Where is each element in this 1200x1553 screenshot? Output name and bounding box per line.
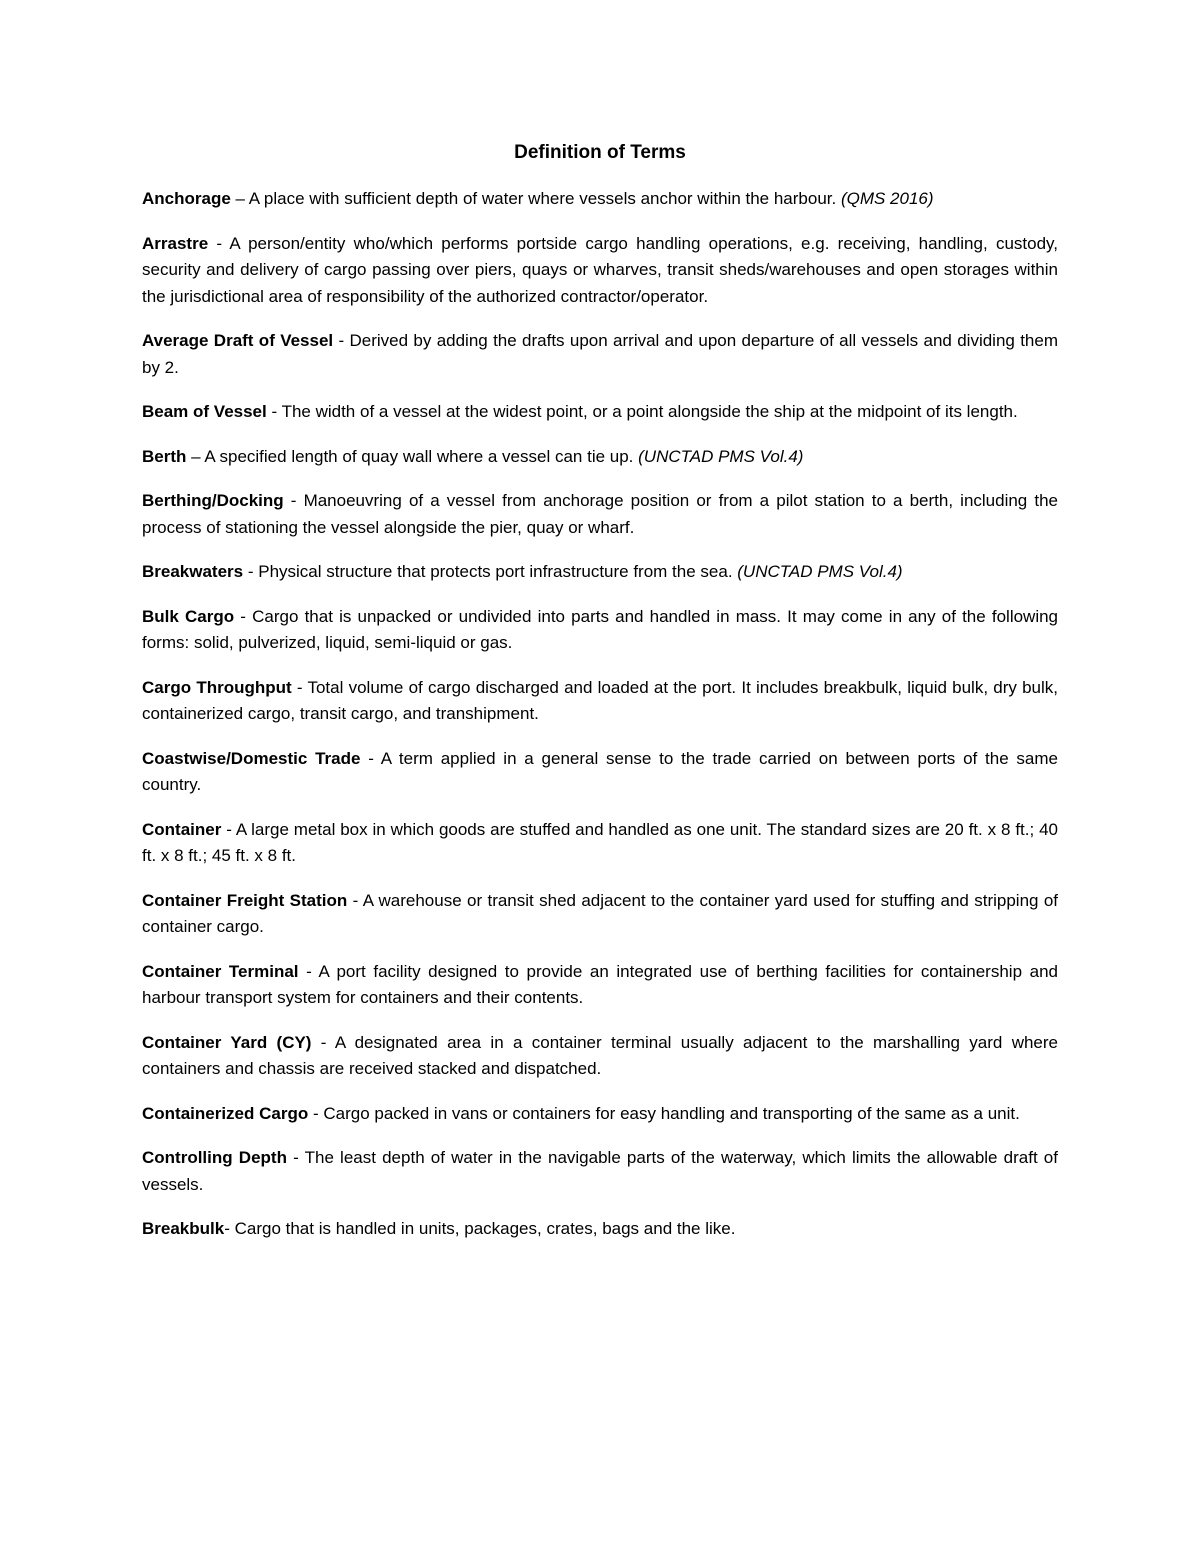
term-separator: - <box>208 233 230 253</box>
term-definition: A place with sufficient depth of water where vessels anchor within the harbour. <box>248 189 841 208</box>
term-definition: Derived by adding the drafts upon arrival and upon departure of all vessels and dividing them by 2. <box>142 331 1058 377</box>
term-label: Container Yard (CY) <box>142 1032 312 1052</box>
term-separator: - <box>283 491 304 510</box>
term-definition: The width of a vessel at the widest point, or a point alongside the ship at the midpoint of its length. <box>281 402 1018 421</box>
definition-entry-anchorage <box>142 186 1058 213</box>
term-separator: - <box>333 331 350 350</box>
term-separator: – <box>186 446 205 466</box>
term-definition: A port facility designed to provide an integrated use of berthing facilities for containership and harbour transport system for containers and their contents. <box>142 961 1058 1007</box>
term-definition: A person/entity who/which performs portside cargo handling operations, e.g. receiving, handling, custody, security and delivery of cargo passing over piers, quays or wharves, transit sheds/warehouses and open storages within the jurisdictional area of responsibility of the authorized contractor/operator. <box>142 233 1058 306</box>
term-separator: - <box>224 1219 235 1238</box>
term-label: Containerized Cargo <box>142 1103 309 1123</box>
term-label: Container Terminal <box>142 961 299 981</box>
term-separator: – <box>230 189 249 208</box>
term-label: Berth <box>142 446 187 466</box>
term-definition: A term applied in a general sense to the trade carried on between ports of the same country. <box>142 748 1059 794</box>
term-separator: - <box>234 606 253 626</box>
definition-entry-controlling-depth <box>142 1145 1058 1198</box>
term-source: (UNCTAD PMS Vol.4) <box>638 446 804 466</box>
term-separator: - <box>291 677 308 697</box>
term-label: Arrastre <box>142 233 209 253</box>
term-source: (UNCTAD PMS Vol.4) <box>737 562 903 581</box>
definition-entry-arrastre <box>142 231 1058 311</box>
definition-entry-container-yard <box>142 1030 1058 1083</box>
definition-entry-cargo-throughput <box>142 675 1058 728</box>
term-label: Coastwise/Domestic Trade <box>142 748 361 768</box>
definition-entry-bulk-cargo <box>142 604 1058 657</box>
definition-entry-breakwaters <box>142 559 1058 586</box>
term-separator: - <box>308 1103 324 1123</box>
term-definition: Cargo packed in vans or containers for easy handling and transporting of the same as a unit. <box>323 1103 1020 1123</box>
definition-entry-container-freight-station <box>142 888 1058 941</box>
term-separator: - <box>286 1148 305 1167</box>
definition-entry-container-terminal <box>142 959 1058 1012</box>
term-definition: A warehouse or transit shed adjacent to the container yard used for stuffing and stripping of container cargo. <box>142 890 1059 936</box>
term-label: Container <box>142 819 222 839</box>
term-source: (QMS 2016) <box>840 189 934 208</box>
term-label: Breakbulk <box>142 1219 225 1238</box>
definition-entry-containerized-cargo <box>142 1101 1058 1128</box>
term-definition: Physical structure that protects port infrastructure from the sea. <box>258 562 738 581</box>
definition-entry-berth <box>142 444 1058 471</box>
term-definition: The least depth of water in the navigable parts of the waterway, which limits the allowable draft of vessels. <box>142 1148 1058 1194</box>
definition-entry-container <box>142 817 1058 870</box>
term-label: Average Draft of Vessel <box>142 331 334 350</box>
term-separator: - <box>243 562 259 581</box>
definition-entry-berthing-docking <box>142 488 1058 541</box>
term-separator: - <box>266 402 282 421</box>
term-label: Controlling Depth <box>142 1148 287 1167</box>
term-definition: Total volume of cargo discharged and loaded at the port. It includes breakbulk, liquid bulk, dry bulk, containerized cargo, transit cargo, and transhipment. <box>142 677 1058 723</box>
term-definition: Manoeuvring of a vessel from anchorage position or from a pilot station to a berth, including the process of stationing the vessel alongside the pier, quay or wharf. <box>142 491 1059 537</box>
term-label: Container Freight Station <box>142 890 348 910</box>
definition-entry-breakbulk <box>142 1216 1058 1243</box>
term-separator: - <box>360 748 381 768</box>
term-label: Cargo Throughput <box>142 677 292 697</box>
term-definition: A designated area in a container terminal usually adjacent to the marshalling yard where containers and chassis are received stacked and dispatched. <box>142 1032 1059 1078</box>
term-separator: - <box>298 961 319 981</box>
term-label: Beam of Vessel <box>142 402 267 421</box>
definition-entry-average-draft <box>142 328 1058 381</box>
document-title: Definition of Terms <box>514 142 686 163</box>
document-page <box>142 138 1058 1261</box>
term-label: Breakwaters <box>142 562 244 581</box>
term-label: Berthing/Docking <box>142 491 284 510</box>
term-separator: - <box>347 890 363 910</box>
term-definition: A specified length of quay wall where a vessel can tie up. <box>204 446 639 466</box>
term-definition: A large metal box in which goods are stuffed and handled as one unit. The standard sizes are 20 ft. x 8 ft.; 40 ft. x 8 ft.; 45 ft. x 8 ft. <box>142 819 1059 865</box>
definition-entry-coastwise-trade <box>142 746 1058 799</box>
term-label: Bulk Cargo <box>142 606 235 626</box>
term-separator: - <box>311 1032 335 1052</box>
term-separator: - <box>221 819 236 839</box>
term-definition: Cargo that is unpacked or undivided into parts and handled in mass. It may come in any of the following forms: solid, pulverized, liquid, semi-liquid or gas. <box>142 606 1059 652</box>
term-label: Anchorage <box>142 189 231 208</box>
term-definition: Cargo that is handled in units, packages, crates, bags and the like. <box>234 1219 736 1238</box>
definition-entry-beam-of-vessel <box>142 399 1058 426</box>
